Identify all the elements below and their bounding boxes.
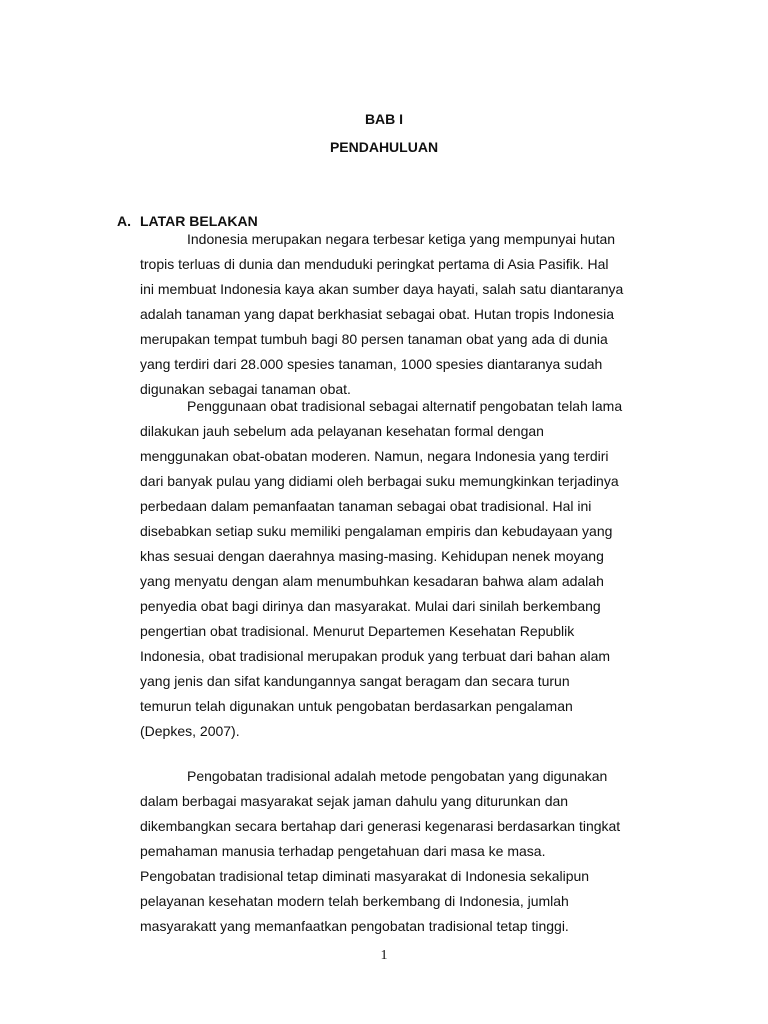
paragraph-line: adalah tanaman yang dapat berkhasiat sebagai obat. Hutan tropis Indonesia bbox=[140, 306, 615, 322]
paragraph-line: pelayanan kesehatan modern telah berkembang di Indonesia, jumlah bbox=[140, 893, 569, 909]
chapter-title: PENDAHULUAN bbox=[329, 139, 439, 155]
paragraph-line: dalam berbagai masyarakat sejak jaman dahulu yang diturunkan dan bbox=[140, 793, 569, 809]
paragraph-line: penyedia obat bagi dirinya dan masyarakat. Mulai dari sinilah berkembang bbox=[140, 598, 601, 614]
paragraph-line: yang terdiri dari 28.000 spesies tanaman, 1000 spesies diantaranya sudah bbox=[140, 356, 603, 372]
page-number: 1 bbox=[380, 948, 388, 963]
paragraph-line: dilakukan jauh sebelum ada pelayanan kesehatan formal dengan bbox=[140, 423, 544, 439]
paragraph-line: temurun telah digunakan untuk pengobatan berdasarkan pengalaman bbox=[140, 698, 573, 714]
paragraph-line: disebabkan setiap suku memiliki pengalaman empiris dan kebudayaan yang bbox=[140, 523, 613, 539]
paragraph-2 bbox=[140, 394, 622, 744]
paragraph-line: perbedaan dalam pemanfaatan tanaman sebagai obat tradisional. Hal ini bbox=[140, 498, 592, 514]
paragraph-line: yang jenis dan sifat kandungannya sangat beragam dan secara turun bbox=[140, 673, 570, 689]
paragraph-line: dari banyak pulau yang didiami oleh berbagai suku memungkinkan terjadinya bbox=[140, 473, 619, 489]
paragraph-line: Indonesia merupakan negara terbesar ketiga yang mempunyai hutan bbox=[187, 231, 616, 247]
section-letter: A. bbox=[117, 213, 131, 229]
paragraph-line: Penggunaan obat tradisional sebagai alternatif pengobatan telah lama bbox=[187, 398, 623, 414]
paragraph-line: yang menyatu dengan alam menumbuhkan kesadaran bahwa alam adalah bbox=[140, 573, 604, 589]
paragraph-3 bbox=[140, 764, 620, 939]
chapter-number: BAB I bbox=[364, 111, 404, 127]
paragraph-line: dikembangkan secara bertahap dari generasi kegenarasi berdasarkan tingkat bbox=[140, 818, 621, 834]
paragraph-line: Indonesia, obat tradisional merupakan produk yang terbuat dari bahan alam bbox=[140, 648, 611, 664]
section-title: LATAR BELAKAN bbox=[140, 213, 258, 229]
paragraph-line: Pengobatan tradisional adalah metode pengobatan yang digunakan bbox=[187, 768, 608, 784]
paragraph-line: tropis terluas di dunia dan menduduki peringkat pertama di Asia Pasifik. Hal bbox=[140, 256, 609, 272]
paragraph-line: pengertian obat tradisional. Menurut Departemen Kesehatan Republik bbox=[140, 623, 575, 639]
paragraph-line: digunakan sebagai tanaman obat. bbox=[140, 381, 351, 397]
paragraph-line: (Depkes, 2007). bbox=[140, 723, 240, 739]
paragraph-line: menggunakan obat-obatan moderen. Namun, negara Indonesia yang terdiri bbox=[140, 448, 609, 464]
paragraph-line: masyarakatt yang memanfaatkan pengobatan tradisional tetap tinggi. bbox=[140, 918, 569, 934]
paragraph-line: khas sesuai dengan daerahnya masing-masing. Kehidupan nenek moyang bbox=[140, 548, 604, 564]
paragraph-line: pemahaman manusia terhadap pengetahuan dari masa ke masa. bbox=[140, 843, 546, 859]
paragraph-line: ini membuat Indonesia kaya akan sumber daya hayati, salah satu diantaranya bbox=[140, 281, 624, 297]
paragraph-line: merupakan tempat tumbuh bagi 80 persen tanaman obat yang ada di dunia bbox=[140, 331, 608, 347]
paragraph-1 bbox=[140, 227, 623, 402]
paragraph-line: Pengobatan tradisional tetap diminati masyarakat di Indonesia sekalipun bbox=[140, 868, 590, 884]
